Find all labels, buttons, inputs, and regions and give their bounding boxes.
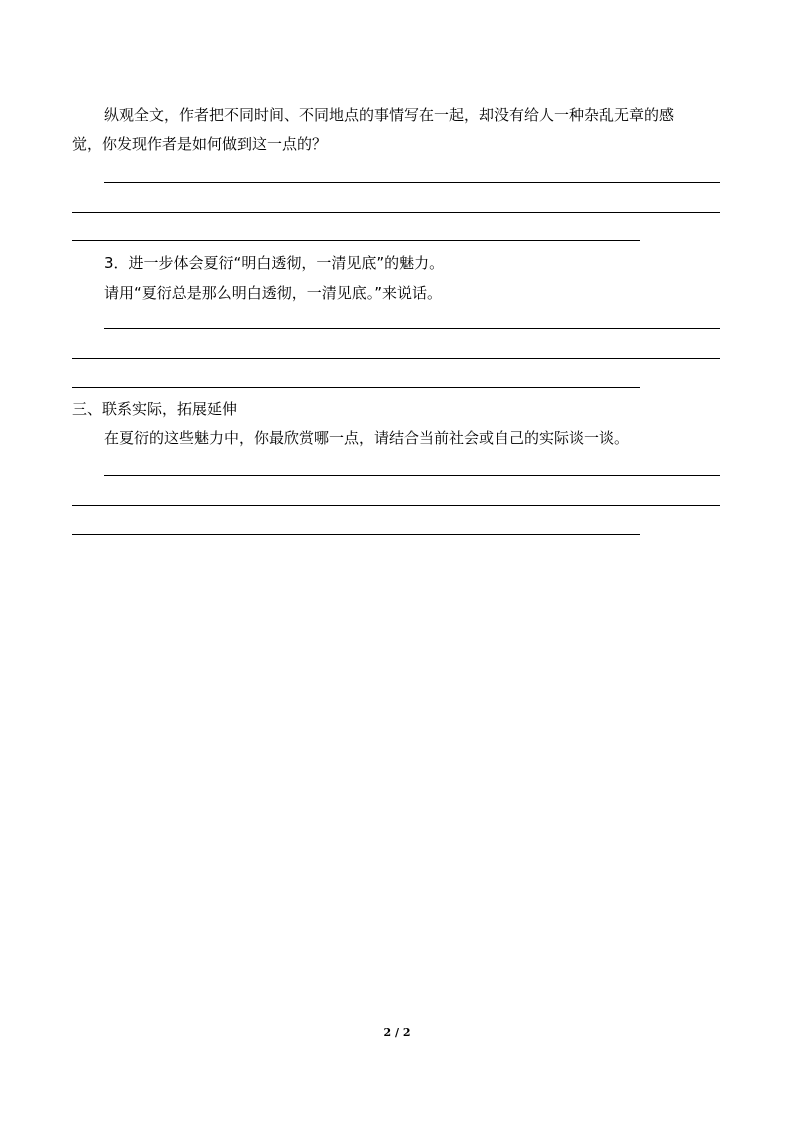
answer-line[interactable] (104, 328, 720, 329)
answer-line[interactable] (72, 387, 640, 388)
section-3-prompt: 在夏衍的这些魅力中，你最欣赏哪一点，请结合当前社会或自己的实际谈一谈。 (104, 429, 630, 447)
question-3-title: 3．进一步体会夏衍“明白透彻，一清见底”的魅力。 (104, 254, 445, 272)
answer-line[interactable] (72, 505, 720, 506)
answer-line[interactable] (104, 182, 720, 183)
question-paragraph-line-2: 觉，你发现作者是如何做到这一点的？ (72, 135, 328, 153)
answer-line[interactable] (72, 240, 640, 241)
section-3-heading: 三、联系实际，拓展延伸 (72, 400, 238, 418)
question-3-prompt: 请用“夏衍总是那么明白透彻，一清见底。”来说话。 (104, 284, 443, 302)
answer-line[interactable] (72, 534, 640, 535)
answer-line[interactable] (72, 212, 720, 213)
page-number: 2 / 2 (383, 1026, 411, 1039)
answer-line[interactable] (104, 475, 720, 476)
answer-line[interactable] (72, 358, 720, 359)
question-paragraph-line-1: 纵观全文，作者把不同时间、不同地点的事情写在一起，却没有给人一种杂乱无章的感 (104, 106, 675, 124)
